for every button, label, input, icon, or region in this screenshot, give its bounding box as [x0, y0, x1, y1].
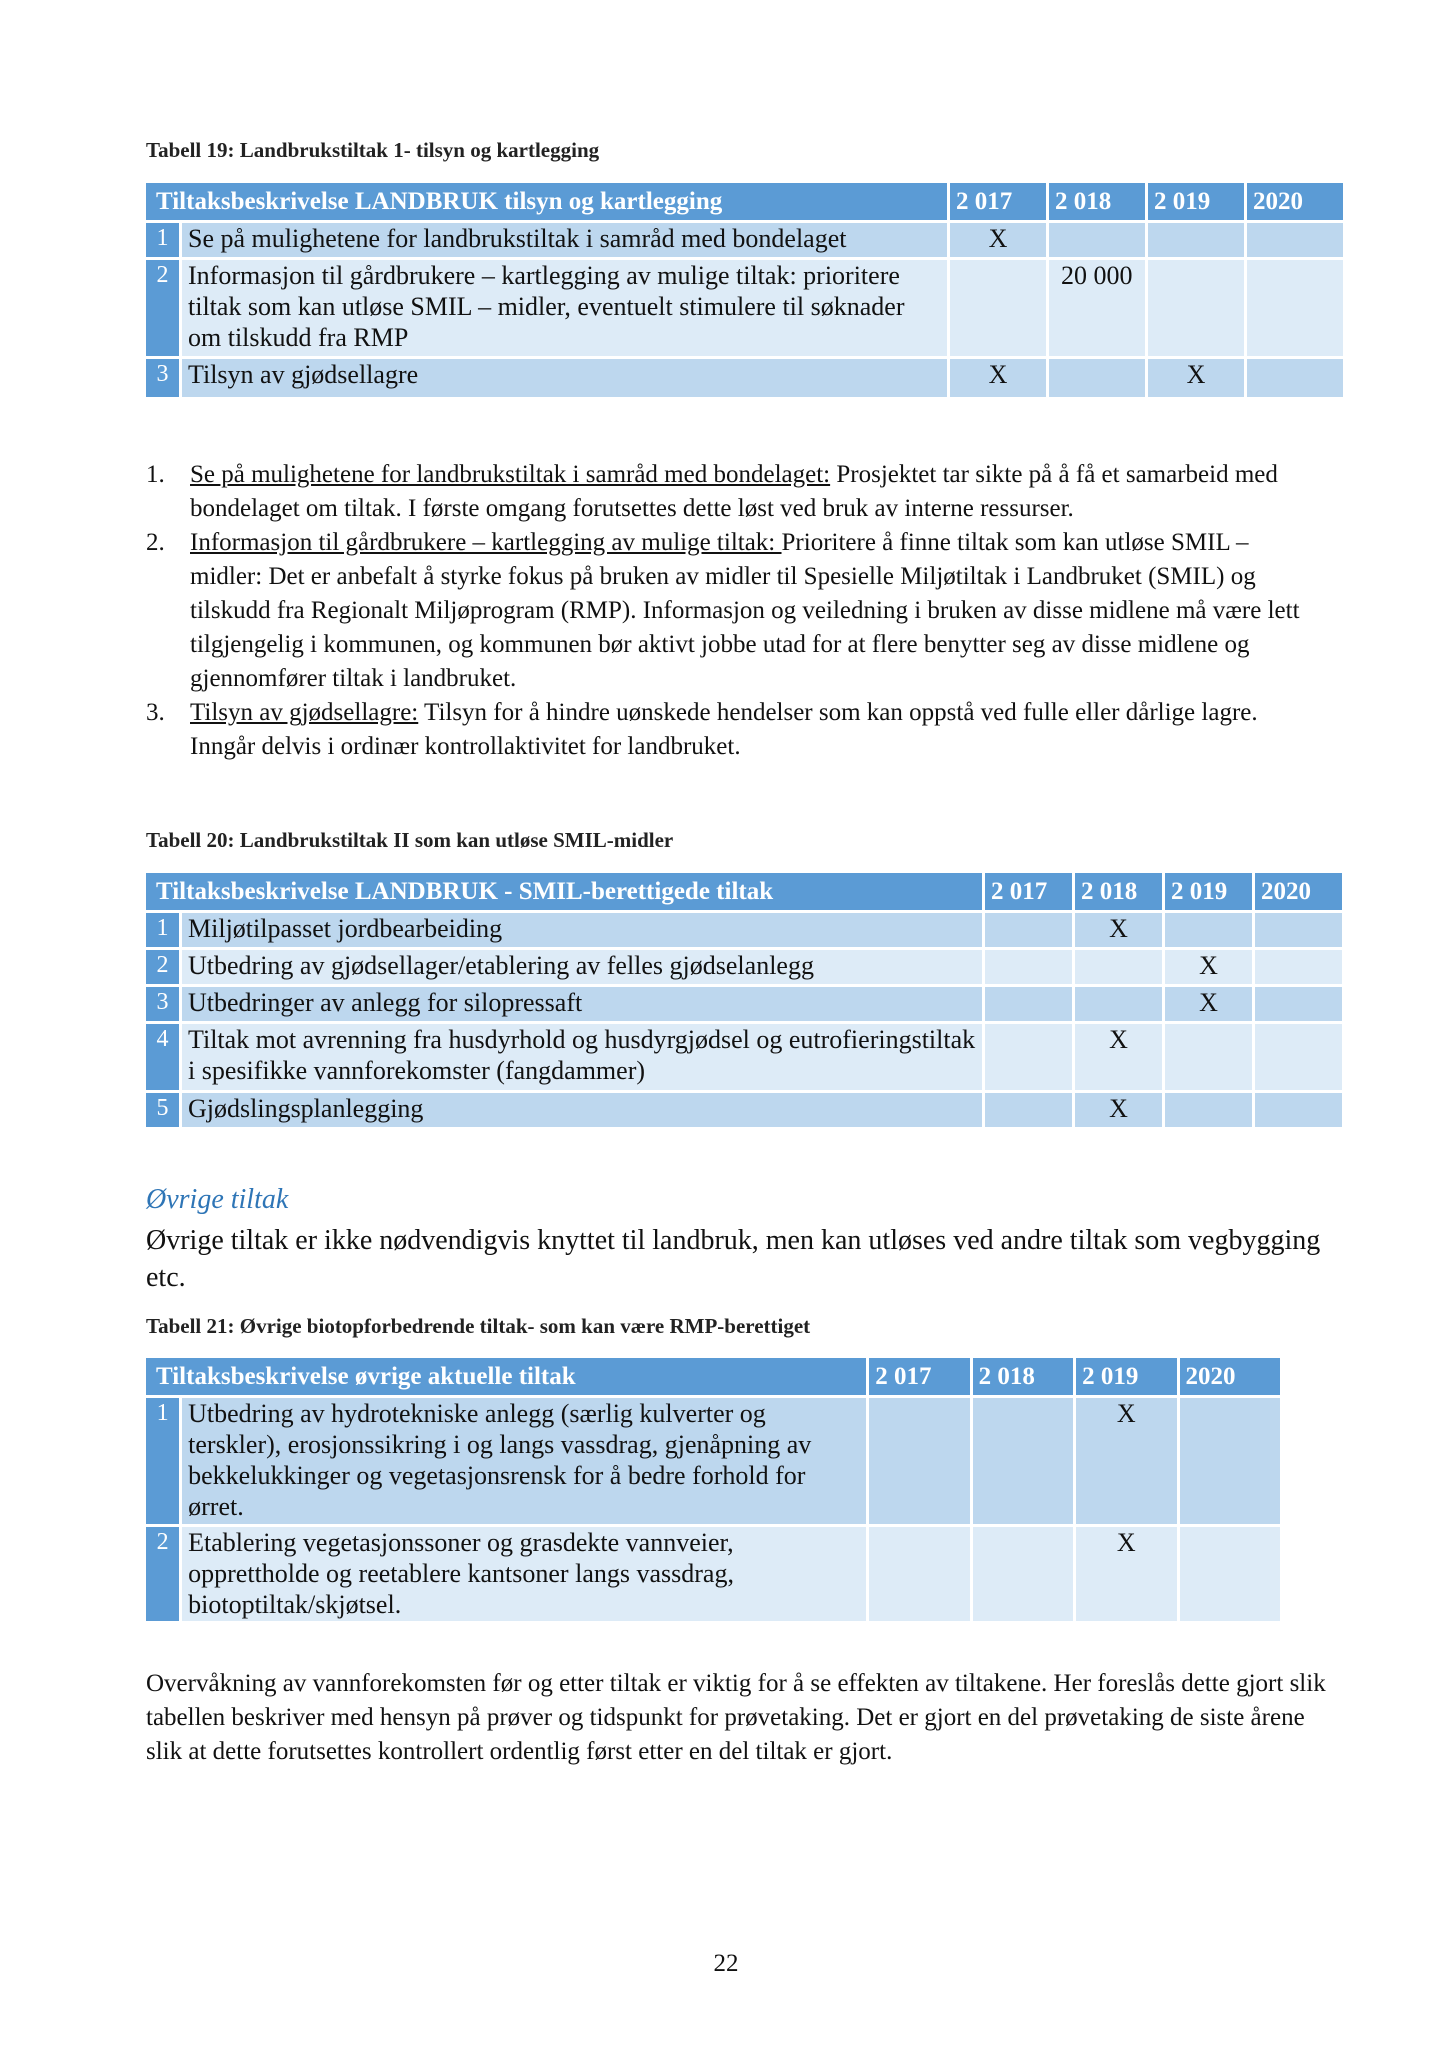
year-header: 2 017: [869, 1358, 969, 1395]
list-item: [146, 458, 1326, 526]
header-title: Tiltaksbeskrivelse LANDBRUK tilsyn og kartlegging: [146, 183, 947, 220]
table-row: [146, 1024, 1342, 1090]
year-header: 2020: [1255, 873, 1342, 910]
year-cell: [1255, 913, 1342, 947]
year-cell: X: [1075, 1024, 1162, 1090]
year-cell: [950, 260, 1046, 356]
year-cell: [1148, 260, 1244, 356]
year-header: 2 018: [973, 1358, 1073, 1395]
year-cell: [869, 1527, 969, 1621]
year-cell: X: [1165, 950, 1252, 984]
list-item-text: Tilsyn for å hindre uønskede hendelser som kan oppstå ved fulle eller dårlige lagre. Inngår delvis i ordinær kontrollaktivitet for landbruket.: [190, 699, 1258, 760]
list-item: [146, 526, 1326, 696]
table-header-row: [146, 1358, 1280, 1395]
year-cell: [973, 1398, 1073, 1524]
year-cell: [1255, 1093, 1342, 1127]
header-title: Tiltaksbeskrivelse LANDBRUK - SMIL-berettigede tiltak: [146, 873, 982, 910]
year-cell: [985, 987, 1072, 1021]
table-caption: Tabell 19: Landbrukstiltak 1- tilsyn og kartlegging: [146, 138, 600, 162]
year-cell: [1165, 1093, 1252, 1127]
table-caption: Tabell 21: Øvrige biotopforbedrende tiltak- som kan være RMP-berettiget: [146, 1314, 811, 1338]
table-row: [146, 1527, 1280, 1621]
year-cell: X: [1075, 913, 1162, 947]
row-number: 2: [146, 950, 179, 984]
year-cell: [1247, 359, 1343, 397]
year-header: 2 017: [950, 183, 1046, 220]
list-number: 3.: [146, 699, 165, 726]
list-item: [146, 696, 1326, 764]
year-cell: [985, 913, 1072, 947]
year-cell: [1165, 1024, 1252, 1090]
row-description: Utbedringer av anlegg for silopressaft: [182, 987, 982, 1021]
year-cell: [1049, 359, 1145, 397]
year-cell: [985, 950, 1072, 984]
row-number: 2: [146, 1527, 179, 1621]
table-20: [143, 870, 1345, 1130]
list-item-text: Prosjektet tar sikte på å få et samarbeid med bondelaget om tiltak. I første omgang forutsettes dette løst ved bruk av interne ressurser.: [190, 461, 1278, 522]
section-intro: Øvrige tiltak er ikke nødvendigvis knyttet til landbruk, men kan utløses ved andre tiltak som vegbygging etc.: [146, 1225, 1321, 1293]
year-header: 2 019: [1165, 873, 1252, 910]
table-row: [146, 223, 1343, 257]
year-cell: [985, 1093, 1072, 1127]
row-description: Gjødslingsplanlegging: [182, 1093, 982, 1127]
list-item-lead: Se på mulighetene for landbrukstiltak i samråd med bondelaget:: [190, 461, 831, 488]
row-number: 4: [146, 1024, 179, 1090]
year-header: 2020: [1180, 1358, 1280, 1395]
row-description: Tiltak mot avrenning fra husdyrhold og husdyrgjødsel og eutrofieringstiltak i spesifikke vannforekomster (fangdammer): [182, 1024, 982, 1090]
year-cell: X: [1076, 1527, 1176, 1621]
year-cell: [985, 1024, 1072, 1090]
year-cell: [1180, 1527, 1280, 1621]
row-description: Utbedring av hydrotekniske anlegg (særlig kulverter og terskler), erosjonssikring i og langs vassdrag, gjenåpning av bekkelukkinger og vegetasjonsrensk for å bedre forhold for ørret.: [182, 1398, 866, 1524]
table-21: [143, 1355, 1283, 1624]
row-number: 3: [146, 359, 179, 397]
year-cell: [1075, 987, 1162, 1021]
table-header-row: [146, 183, 1343, 220]
year-cell: X: [1076, 1398, 1176, 1524]
year-cell: [1247, 260, 1343, 356]
table-19: [143, 180, 1346, 400]
page-number: 22: [713, 1950, 739, 1977]
row-description: Tilsyn av gjødsellagre: [182, 359, 947, 397]
table-caption: Tabell 20: Landbrukstiltak II som kan utløse SMIL-midler: [146, 828, 674, 852]
year-cell: X: [1075, 1093, 1162, 1127]
year-cell: X: [950, 223, 1046, 257]
year-header: 2020: [1247, 183, 1343, 220]
year-cell: [1049, 223, 1145, 257]
year-header: 2 019: [1148, 183, 1244, 220]
row-description: Informasjon til gårdbrukere – kartlegging av mulige tiltak: prioritere tiltak som kan utløse SMIL – midler, eventuelt stimulere til søknader om tilskudd fra RMP: [182, 260, 947, 356]
measures-list: [146, 458, 1326, 764]
table-row: [146, 359, 1343, 397]
year-header: 2 019: [1076, 1358, 1176, 1395]
row-description: Etablering vegetasjonssoner og grasdekte vannveier, opprettholde og reetablere kantsoner langs vassdrag, biotoptiltak/skjøtsel.: [182, 1527, 866, 1621]
section-heading: Øvrige tiltak: [146, 1184, 289, 1215]
table-header-row: [146, 873, 1342, 910]
year-header: 2 018: [1075, 873, 1162, 910]
year-cell: [1165, 913, 1252, 947]
year-cell: [1255, 987, 1342, 1021]
year-header: 2 017: [985, 873, 1072, 910]
row-description: Se på mulighetene for landbrukstiltak i samråd med bondelaget: [182, 223, 947, 257]
year-cell: [973, 1527, 1073, 1621]
year-cell: [1247, 223, 1343, 257]
table-row: [146, 1398, 1280, 1524]
list-item-lead: Tilsyn av gjødsellagre:: [190, 699, 419, 726]
row-description: Miljøtilpasset jordbearbeiding: [182, 913, 982, 947]
table-row: [146, 913, 1342, 947]
table-row: [146, 260, 1343, 356]
list-number: 1.: [146, 461, 165, 488]
year-cell: [1180, 1398, 1280, 1524]
year-cell: X: [1148, 359, 1244, 397]
table-row: [146, 987, 1342, 1021]
row-number: 5: [146, 1093, 179, 1127]
row-number: 3: [146, 987, 179, 1021]
year-cell: [1255, 950, 1342, 984]
year-cell: X: [1165, 987, 1252, 1021]
list-number: 2.: [146, 529, 165, 556]
year-cell: X: [950, 359, 1046, 397]
year-cell: [1075, 950, 1162, 984]
table-row: [146, 1093, 1342, 1127]
list-item-lead: Informasjon til gårdbrukere – kartlegging av mulige tiltak:: [190, 529, 782, 556]
list-item-text: Prioritere å finne tiltak som kan utløse SMIL – midler: Det er anbefalt å styrke fokus på bruken av midler til Spesielle Miljøtiltak i Landbruket (SMIL) og tilskudd fra Regionalt Miljøprogram (RMP). Informasjon og veiledning i bruken av disse midlene må være lett tilgjengelig i kommunen, og kommunen bør aktivt jobbe utad for at flere benytter seg av disse midlene og gjennomfører tiltak i landbruket.: [190, 529, 1300, 692]
year-header: 2 018: [1049, 183, 1145, 220]
row-number: 2: [146, 260, 179, 356]
row-number: 1: [146, 223, 179, 257]
year-cell: [1148, 223, 1244, 257]
closing-paragraph: Overvåkning av vannforekomsten før og etter tiltak er viktig for å se effekten av tiltakene. Her foreslås dette gjort slik tabellen beskriver med hensyn på prøver og tidspunkt for prøvetaking. Det er gjort en del prøvetaking de siste årene slik at dette forutsettes kontrollert ordentlig først etter en del tiltak er gjort.: [146, 1670, 1326, 1765]
year-cell: [1255, 1024, 1342, 1090]
row-description: Utbedring av gjødsellager/etablering av felles gjødselanlegg: [182, 950, 982, 984]
year-cell: [869, 1398, 969, 1524]
header-title: Tiltaksbeskrivelse øvrige aktuelle tiltak: [146, 1358, 866, 1395]
row-number: 1: [146, 1398, 179, 1524]
year-cell: 20 000: [1049, 260, 1145, 356]
row-number: 1: [146, 913, 179, 947]
table-row: [146, 950, 1342, 984]
